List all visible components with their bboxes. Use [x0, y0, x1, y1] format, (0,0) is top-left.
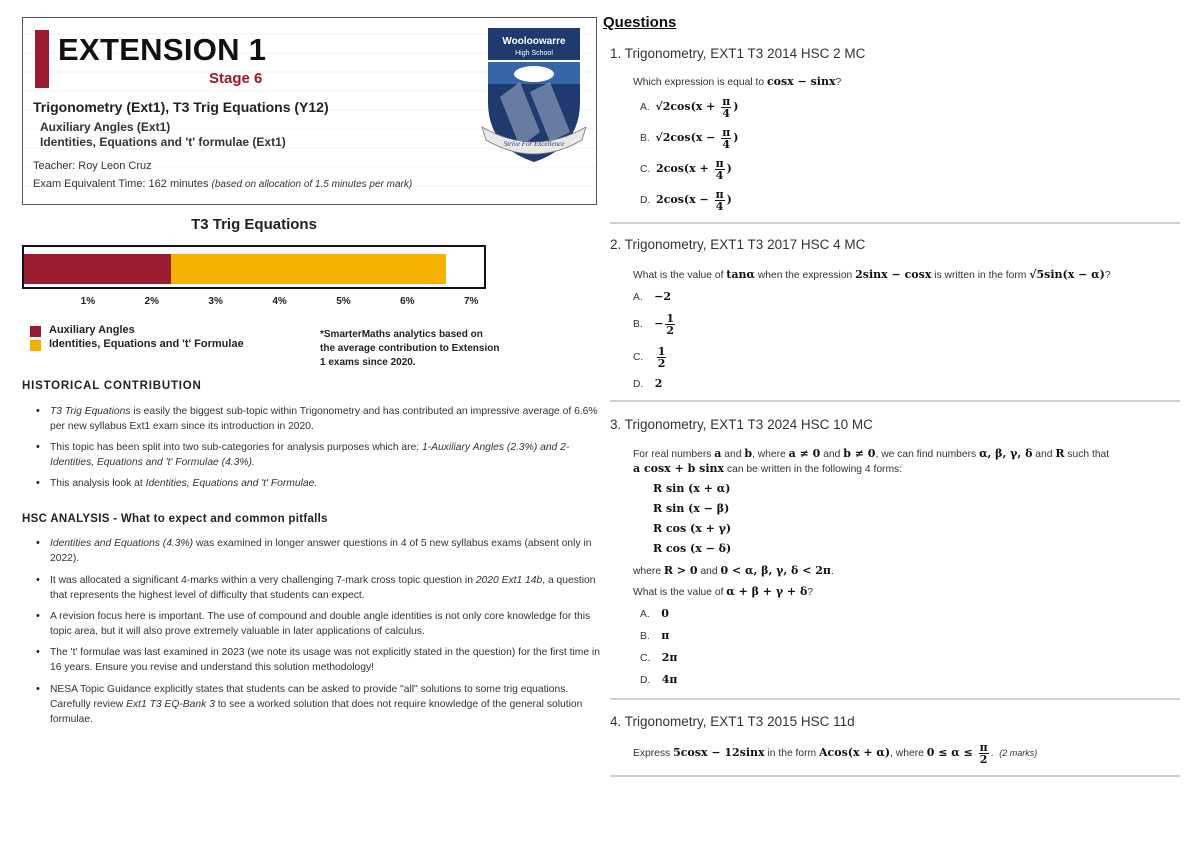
topic-title: Trigonometry (Ext1), T3 Trig Equations (Y12) — [33, 99, 329, 115]
hsc-b3-text: A revision focus here is important. The use of compound and double angle identities is not only core knowledge for this topic area, but it will also prove extremely valuable in later applications of calculus. — [50, 611, 591, 637]
x-tick-label: 3% — [208, 296, 223, 307]
q2-opt-b-den: 2 — [666, 324, 675, 337]
question-2-prompt — [633, 268, 1111, 281]
q4-e2: Acos(x + α) — [819, 746, 891, 760]
bar-identities-equations — [171, 254, 446, 284]
q4-num: π — [979, 741, 988, 754]
question-3-form-1: R sin (x + α) — [653, 482, 731, 495]
q1-opt-a-den: 4 — [722, 107, 731, 120]
q3-w5: . — [830, 566, 834, 577]
q2-e2: 2sinx − cosx — [855, 268, 932, 281]
q4-e3: 0 ≤ α ≤ — [926, 746, 977, 760]
legend-swatch-identities — [30, 340, 41, 351]
q4-p3: , where — [890, 748, 927, 760]
q2-opt-c-label: C. — [633, 352, 644, 364]
subtopic-2: Identities, Equations and 't' formulae (Ext1) — [40, 135, 286, 149]
q1-opt-d-post: ) — [726, 193, 732, 207]
question-2-option-b[interactable] — [633, 313, 677, 336]
q3-l1b: a — [714, 447, 722, 460]
q2-opt-b-sign: − — [654, 317, 664, 331]
q4-den: 2 — [979, 753, 988, 766]
q3-w4: 0 < α, β, γ, δ < 2π — [720, 564, 831, 577]
q2-opt-b-label: B. — [633, 319, 643, 331]
q3-l1m: such that — [1064, 449, 1110, 460]
historical-b2-text: This topic has been split into two sub-categories for analysis purposes which are: — [50, 442, 423, 453]
q3-l1d: b — [744, 447, 753, 460]
q3-l1e: , where — [752, 449, 789, 460]
divider-3 — [610, 698, 1180, 700]
hsc-b2-text: It was allocated a significant 4-marks within a very challenging 7-mark cross topic question in — [50, 575, 476, 586]
q2-opt-c-num: 1 — [657, 345, 666, 358]
q1-opt-d-label: D. — [640, 195, 651, 207]
q3-opt-b-value: π — [661, 629, 670, 642]
q1-opt-d-num: π — [715, 188, 724, 201]
q1-opt-c-pre: 2cos(x + — [656, 162, 713, 176]
q3-ask-end: ? — [807, 587, 814, 598]
crest-school-sub: High School — [515, 50, 553, 57]
q3-ask: What is the value of — [633, 587, 727, 598]
hsc-b1-text: was examined in longer answer questions in 4 of 5 new syllabus exams (absent only in 2022). — [50, 538, 592, 564]
q2-p4: ? — [1104, 270, 1111, 281]
x-tick-label: 1% — [80, 296, 96, 307]
question-4-prompt — [633, 742, 1037, 765]
q3-l1j: α, β, γ, δ — [979, 447, 1033, 460]
q3-l1i: , we can find numbers — [875, 449, 980, 460]
q3-opt-b-label: B. — [640, 631, 650, 642]
q1-opt-a-num: π — [722, 95, 731, 108]
q2-opt-c-den: 2 — [657, 357, 666, 370]
q1-opt-c-num: π — [715, 157, 724, 170]
q1-opt-a-post: ) — [733, 100, 739, 114]
legend-swatch-auxiliary — [30, 326, 41, 337]
hsc-b2-italic: 2020 Ext1 14b — [475, 575, 543, 586]
question-1-option-d[interactable] — [640, 189, 732, 212]
q3-opt-d-label: D. — [640, 675, 651, 686]
hsc-bullet-4 — [50, 645, 606, 675]
question-3-title: 3. Trigonometry, EXT1 T3 2024 HSC 10 MC — [610, 417, 873, 432]
q3-l1c: and — [721, 449, 745, 460]
historical-b3-italic: Identities, Equations and 't' Formulae. — [145, 478, 318, 489]
historical-b1-italic: T3 Trig Equations — [50, 406, 131, 417]
q2-opt-d-value: 2 — [654, 377, 663, 390]
q3-ask-expr: α + β + γ + δ — [726, 585, 808, 598]
chart-note: *SmarterMaths analytics based on the average contribution to Extension 1 exams since 2020. — [320, 329, 500, 368]
question-3-option-c[interactable] — [640, 651, 677, 664]
question-2-option-c[interactable] — [633, 346, 668, 369]
legend-label-auxiliary: Auxiliary Angles — [49, 324, 135, 336]
questions-heading: Questions — [603, 14, 677, 31]
q2-opt-d-label: D. — [633, 379, 644, 390]
q1-opt-b-pre: √2cos(x − — [655, 131, 720, 145]
historical-b3-text: This analysis look at — [50, 478, 146, 489]
question-3-ask — [633, 585, 813, 598]
q2-opt-a-value: −2 — [654, 290, 672, 303]
crest-school-name: Wooloowarre — [502, 36, 566, 47]
historical-b2-italic: 1-Auxiliary Angles (2.3%) and 2-Identities, Equations and 't' Formulae (4.3%). — [50, 442, 570, 468]
q3-l2a: a cosx + b sinx — [633, 462, 725, 475]
q3-opt-d-value: 4π — [661, 673, 678, 686]
question-3-form-4: R cos (x − δ) — [653, 542, 732, 555]
hsc-heading: HSC ANALYSIS - What to expect and common pitfalls — [22, 513, 328, 525]
q4-marks: (2 marks) — [999, 748, 1038, 759]
q2-opt-a-label: A. — [633, 292, 643, 303]
question-1-option-a[interactable] — [640, 96, 739, 119]
question-4-title: 4. Trigonometry, EXT1 T3 2015 HSC 11d — [610, 714, 855, 729]
hsc-b4-text: The 't' formulae was last examined in 2023 (we note its usage was not explicitly stated in the question) for the first time in 16 years. Ensure you revise and understand this solution methodology! — [50, 647, 600, 673]
historical-bullet-3 — [50, 476, 606, 491]
exam-time-label: Exam Equivalent Time: 162 minutes — [33, 178, 212, 190]
q2-e1: tanα — [726, 268, 755, 281]
hsc-bullet-5 — [50, 682, 606, 727]
q1-opt-b-label: B. — [640, 133, 650, 145]
question-3-option-b[interactable] — [640, 629, 669, 642]
course-title: EXTENSION 1 — [58, 32, 267, 67]
q4-p2: in the form — [764, 748, 819, 760]
q3-opt-a-value: 0 — [661, 607, 669, 620]
q3-l1f: a ≠ 0 — [788, 447, 821, 460]
q2-e3: √5sin(x − α) — [1029, 268, 1105, 281]
q2-p2: when the expression — [754, 270, 856, 281]
q3-l2b: can be written in the following 4 forms: — [724, 464, 903, 475]
q1-opt-a-pre: √2cos(x + — [655, 100, 720, 114]
chart-frame — [22, 245, 486, 289]
header-accent-bar — [35, 30, 49, 88]
q1-opt-c-post: ) — [726, 162, 732, 176]
historical-bullet-2 — [50, 440, 606, 470]
q3-l1h: b ≠ 0 — [843, 447, 876, 460]
q3-w2: R > 0 — [663, 564, 698, 577]
hsc-b5-italic: Ext1 T3 EQ-Bank 3 — [126, 699, 215, 710]
q1-opt-c-label: C. — [640, 164, 651, 176]
question-3-option-a[interactable] — [640, 607, 669, 620]
hsc-bullet-1 — [50, 536, 606, 566]
q1-opt-a-label: A. — [640, 102, 650, 114]
historical-b1-text: is easily the biggest sub-topic within Trigonometry and has contributed an impressive average of 6.6% per new syllabus Ext1 exam since its introduction in 2020. — [50, 406, 598, 432]
q2-p3: is written in the form — [931, 270, 1030, 281]
x-tick-label: 5% — [336, 296, 351, 307]
q1-opt-d-pre: 2cos(x − — [656, 193, 713, 207]
divider-4 — [610, 775, 1180, 777]
q1-opt-b-post: ) — [733, 131, 739, 145]
bar-auxiliary-angles — [24, 254, 171, 284]
historical-heading: HISTORICAL CONTRIBUTION — [22, 380, 202, 392]
x-tick-label: 6% — [400, 296, 415, 307]
question-1-option-b[interactable] — [640, 127, 739, 150]
question-1-title: 1. Trigonometry, EXT1 T3 2014 HSC 2 MC — [610, 46, 866, 61]
hsc-b5-text: NESA Topic Guidance explicitly states that students can be asked to provide "all" solutions to some trig equations. Carefully review — [50, 684, 569, 710]
q1-expression: cosx − sinx — [766, 75, 836, 88]
q1-prompt-text: Which expression is equal to — [633, 77, 767, 88]
question-3-form-3: R cos (x + γ) — [653, 522, 732, 535]
q1-opt-c-den: 4 — [715, 169, 724, 182]
chart-title: T3 Trig Equations — [191, 216, 317, 233]
question-3-form-2: R sin (x − β) — [653, 502, 730, 515]
divider-2 — [610, 400, 1180, 402]
question-3-where — [633, 564, 834, 577]
question-1-prompt — [633, 75, 841, 88]
x-tick-label: 2% — [144, 296, 159, 307]
q1-opt-b-num: π — [722, 126, 731, 139]
crest-motto: Strive For Excellence — [503, 140, 565, 148]
q2-opt-b-num: 1 — [666, 312, 675, 325]
q2-p1: What is the value of — [633, 270, 727, 281]
x-tick-label: 7% — [463, 296, 479, 307]
x-tick-label: 4% — [272, 296, 287, 307]
q3-w3: and — [697, 566, 721, 577]
subtopic-1: Auxiliary Angles (Ext1) — [40, 120, 171, 134]
q3-w1: where — [633, 566, 664, 577]
q4-e1: 5cosx − 12sinx — [673, 746, 765, 760]
legend-label-identities: Identities, Equations and 't' Formulae — [49, 338, 244, 350]
q4-p4: . — [990, 748, 994, 760]
question-3-line-2 — [633, 462, 902, 475]
q3-opt-a-label: A. — [640, 609, 650, 620]
crest-whale — [514, 66, 554, 82]
q3-l1k: and — [1032, 449, 1056, 460]
historical-bullet-1 — [50, 404, 606, 434]
q3-opt-c-value: 2π — [661, 651, 678, 664]
q3-l1g: and — [820, 449, 844, 460]
q1-opt-d-den: 4 — [715, 200, 724, 213]
question-2-option-d[interactable] — [633, 377, 662, 390]
q1-prompt-end: ? — [835, 77, 842, 88]
hsc-bullet-3 — [50, 609, 606, 639]
stage-label: Stage 6 — [209, 70, 263, 87]
q1-opt-b-den: 4 — [722, 138, 731, 151]
question-2-title: 2. Trigonometry, EXT1 T3 2017 HSC 4 MC — [610, 237, 866, 252]
question-2-option-a[interactable] — [633, 290, 671, 303]
question-1-option-c[interactable] — [640, 158, 732, 181]
q3-l1a: For real numbers — [633, 449, 715, 460]
question-3-option-d[interactable] — [640, 673, 677, 686]
q3-opt-c-label: C. — [640, 653, 651, 664]
q3-l1l: R — [1055, 447, 1065, 460]
school-crest-icon — [480, 22, 588, 170]
exam-time-note: (based on allocation of 1.5 minutes per mark) — [211, 179, 413, 190]
exam-time — [33, 178, 412, 190]
teacher-name: Teacher: Roy Leon Cruz — [33, 160, 152, 172]
hsc-b5-text-b: to see a worked solution that does not require knowledge of the general solution formulae. — [50, 699, 583, 725]
question-3-line-1 — [633, 447, 1109, 460]
hsc-b2-text-b: , a question that represents the highest level of difficulty that students can expect. — [50, 575, 596, 601]
hsc-b1-italic: Identities and Equations (4.3%) — [50, 538, 194, 549]
q4-p1: Express — [633, 748, 674, 760]
divider-1 — [610, 222, 1180, 224]
hsc-bullet-2 — [50, 573, 606, 603]
